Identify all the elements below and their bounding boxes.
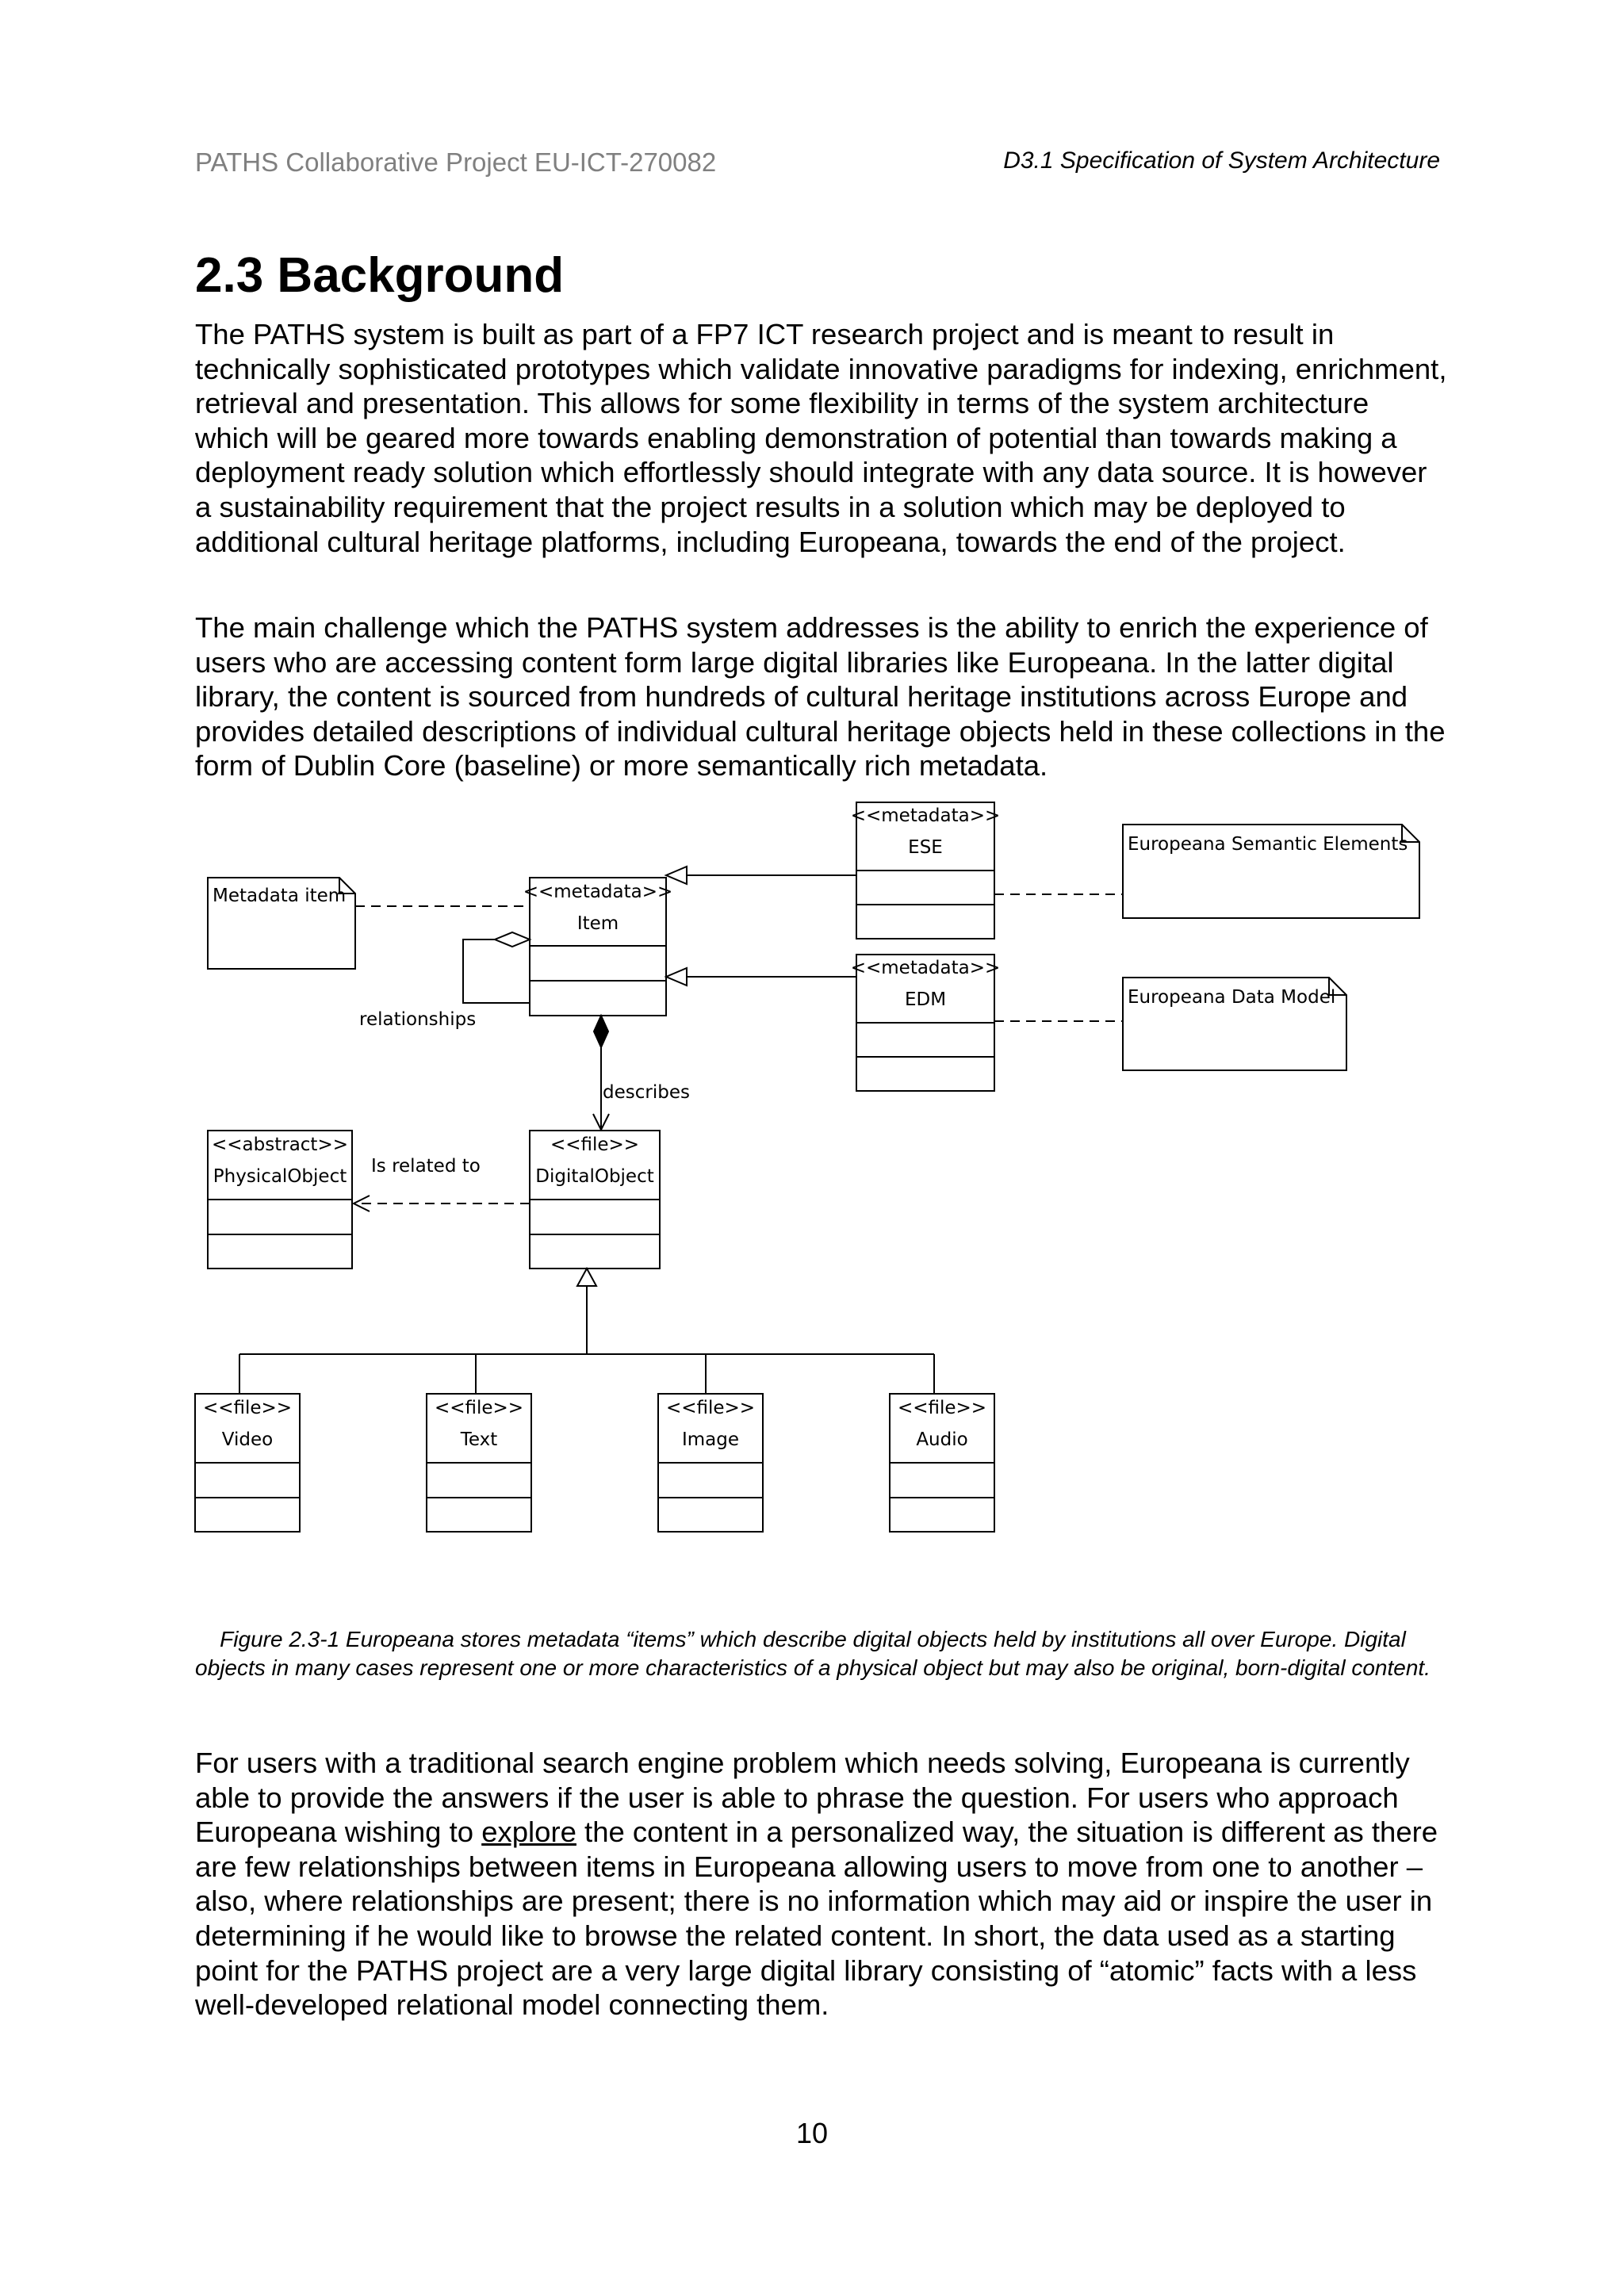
header-project: PATHS Collaborative Project EU-ICT-270082 (195, 147, 717, 177)
note-metadata-item-text: Metadata item (213, 886, 347, 906)
class-edm-name: EDM (904, 989, 947, 1010)
label-relationships: relationships (359, 1009, 477, 1030)
paragraph-3 (195, 1746, 1448, 2022)
note-metadata-item (208, 878, 355, 969)
class-item (523, 878, 673, 1016)
class-ese (851, 802, 1001, 939)
describes-composition (593, 1016, 690, 1130)
class-edm (851, 955, 1001, 1091)
class-video-stereotype: <<file>> (202, 1398, 293, 1418)
class-audio (890, 1394, 994, 1532)
section-title: 2.3 Background (195, 248, 565, 303)
class-text-stereotype: <<file>> (434, 1398, 524, 1418)
generalization-subtypes (239, 1269, 934, 1394)
note-ese-text: Europeana Semantic Elements (1128, 834, 1408, 855)
class-edm-stereotype: <<metadata>> (850, 958, 1001, 978)
class-ese-stereotype: <<metadata>> (850, 806, 1001, 826)
paragraph-3-part-1: For users with a traditional search engine problem which needs solving, Europeana is currently able to provide the answers if the user is able to phrase the question. For users who approach Europeana wishing to (195, 1747, 1410, 1849)
class-image-name: Image (681, 1429, 740, 1450)
paragraph-3-part-2: the content in a personalized way, the situation is different as there are few relationships between items in Europeana allowing users to move from one to another – also, where relationships are present; there is no information which may aid or inspire the user in determining if he would like to browse the related content. In short, the data used as a starting point for the PATHS project are a very large digital library consisting of “atomic” facts with a less well-developed relational model connecting them. (195, 1816, 1438, 2022)
note-edm (1123, 978, 1346, 1070)
class-audio-name: Audio (916, 1429, 968, 1450)
class-text-name: Text (460, 1429, 498, 1450)
paragraph-2: The main challenge which the PATHS system addresses is the ability to enrich the experience of users who are accessing content form large digital libraries like Europeana. In the latter digital library, the content is sourced from hundreds of cultural heritage institutions across Europe and provides detailed descriptions of individual cultural heritage objects held in these collections in the form of Dublin Core (baseline) or more semantically rich metadata. (195, 611, 1446, 783)
paragraph-1: The PATHS system is built as part of a FP7 ICT research project and is meant to result in technically sophisticated prototypes which validate innovative paradigms for indexing, enrichment, retrieval and presentation. This allows for some flexibility in terms of the system architecture which will be geared more towards enabling demonstration of potential than towards making a deployment ready solution which effortlessly should integrate with any data source. It is however a sustainability requirement that the project results in a solution which may be deployed to additional cultural heritage platforms, including Europeana, towards the end of the project. (195, 318, 1447, 558)
class-text (427, 1394, 531, 1532)
class-digital-object (530, 1131, 660, 1269)
generalization-ese-edm-item (666, 867, 856, 985)
class-physical-name: PhysicalObject (213, 1166, 347, 1187)
figure-caption: Figure 2.3-1 Europeana stores metadata “items” which describe digital objects held by institutions all over Europe. Digital objects in many cases represent one or more characteristics of a physical object but may also be original, born-digital content. (195, 1627, 1431, 1680)
class-item-name: Item (576, 913, 619, 934)
class-video-name: Video (221, 1429, 274, 1450)
class-physical-object (208, 1131, 352, 1269)
class-digital-name: DigitalObject (535, 1166, 654, 1187)
class-image-stereotype: <<file>> (665, 1398, 756, 1418)
is-related-to-dependency (354, 1156, 530, 1211)
label-is-related-to: Is related to (371, 1156, 481, 1177)
explore-emphasis: explore (481, 1816, 576, 1849)
class-video (195, 1394, 300, 1532)
class-image (658, 1394, 763, 1532)
header-document-title: D3.1 Specification of System Architecture (1003, 147, 1440, 174)
note-ese (1123, 825, 1419, 918)
class-audio-stereotype: <<file>> (897, 1398, 987, 1418)
class-item-stereotype: <<metadata>> (523, 882, 673, 902)
relationships-association (359, 932, 530, 1030)
class-digital-stereotype: <<file>> (550, 1135, 640, 1155)
class-physical-stereotype: <<abstract>> (212, 1135, 348, 1155)
class-ese-name: ESE (908, 837, 943, 858)
note-edm-text: Europeana Data Model (1128, 987, 1336, 1008)
page-number: 10 (795, 2117, 829, 2149)
label-describes: describes (603, 1082, 690, 1103)
